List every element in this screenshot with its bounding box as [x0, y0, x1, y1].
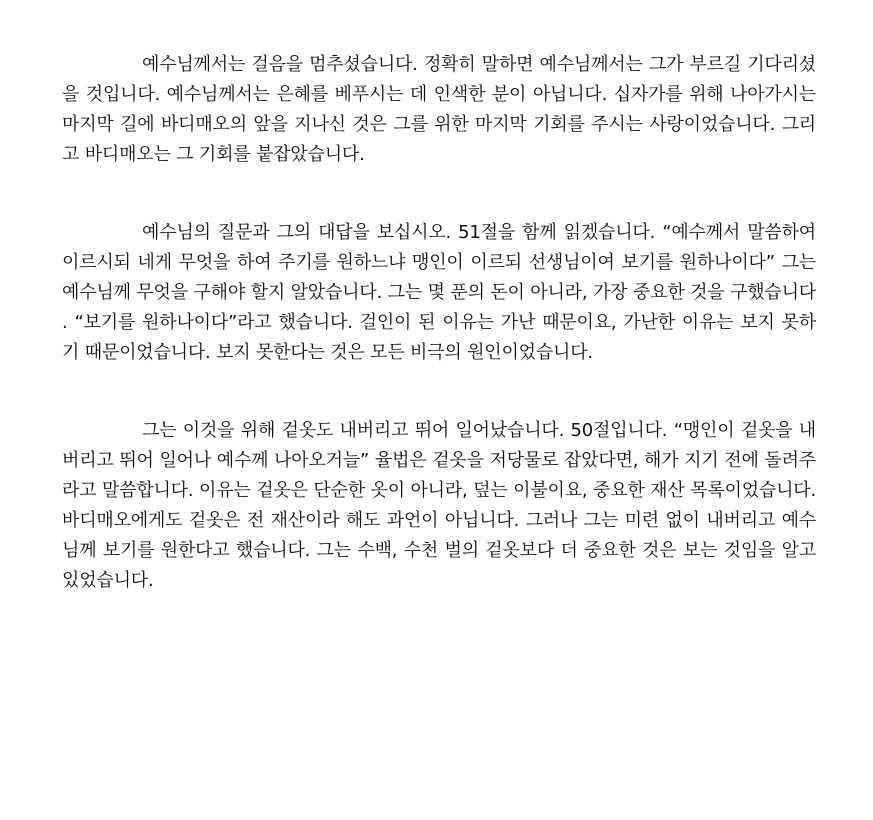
- document-body: [62, 50, 816, 596]
- paragraph-2: 예수님의 질문과 그의 대답을 보십시오. 51절을 함께 읽겠습니다. “예수께서 말씀하여 이르시되 네게 무엇을 하여 주기를 원하느냐 맹인이 이르되 선생님이여 보기를 원하나이다” 그는 예수님께 무엇을 구해야 할지 알았습니다. 그는 몇 푼의 돈이 아니라, 가장 중요한 것을 구했습니다. “보기를 원하나이다”라고 했습니다. 걸인이 된 이유는 가난 때문이요, 가난한 이유는 보지 못하기 때문이었습니다. 보지 못한다는 것은 모든 비극의 원인이었습니다.: [62, 222, 816, 363]
- paragraph-3: 그는 이것을 위해 겉옷도 내버리고 뛰어 일어났습니다. 50절입니다. “맹인이 겉옷을 내버리고 뛰어 일어나 예수께 나아오거늘” 율법은 겉옷을 저당물로 잡았다면, 해가 지기 전에 돌려주라고 말씀합니다. 이유는 겉옷은 단순한 옷이 아니라, 덮는 이불이요, 중요한 재산 목록이었습니다. 바디매오에게도 겉옷은 전 재산이라 해도 과언이 아닙니다. 그러나 그는 미련 없이 내버리고 예수님께 보기를 원한다고 했습니다. 그는 수백, 수천 벌의 겉옷보다 더 중요한 것은 보는 것임을 알고 있었습니다.: [62, 420, 816, 591]
- paragraph-1: 예수님께서는 걸음을 멈추셨습니다. 정확히 말하면 예수님께서는 그가 부르길 기다리셨을 것입니다. 예수님께서는 은혜를 베푸시는 데 인색한 분이 아닙니다. 십자가를 위해 나아가시는 마지막 길에 바디매오의 앞을 지나신 것은 그를 위한 마지막 기회를 주시는 사랑이었습니다. 그리고 바디매오는 그 기회를 붙잡았습니다.: [62, 54, 816, 165]
